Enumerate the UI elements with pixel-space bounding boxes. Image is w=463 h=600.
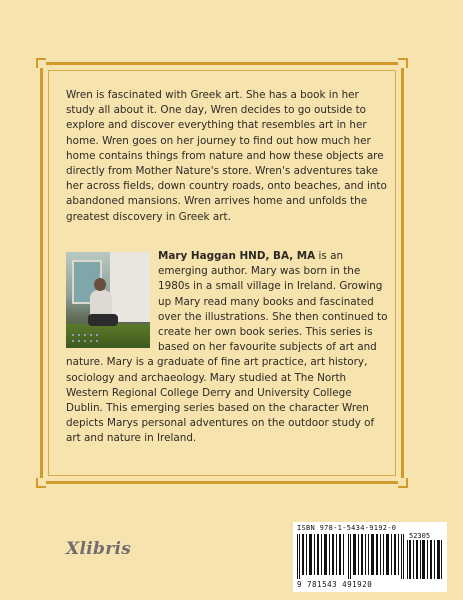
author-bio-body: is an emerging author. Mary was born in the 1980s in a small village in Ireland. Growing up Mary read many books and fascinated over the illustrations. She then continued to create her own book series. This series is based on her favourite subjects of art and nature. Mary is a graduate of fine art practice, art history, sociology and archaeology. Mary studied at The North Western Regional College Derry and University College Dublin. This emerging series based on the character Wren depicts Marys personal adventures on the outdoor study of art and nature in Ireland.: [66, 250, 388, 445]
publisher-logo: Xlibris: [66, 539, 132, 559]
price-code: 52305: [409, 532, 431, 540]
frame-corner: [36, 478, 46, 488]
author-photo: [66, 252, 150, 348]
frame-corner: [398, 58, 408, 68]
addon-barcode-bars: [407, 540, 443, 579]
author-name: Mary Haggan HND, BA, MA: [158, 250, 316, 262]
book-blurb: Wren is fascinated with Greek art. She has a book in her study all about it. One day, Wren decides to go outside to explore and discover everything that resembles art in her home. Wren goes on her journey to find out how much her home contains things from nature and how these objects are directly from Mother Nature's store. Wren's adventures take her across fields, down country roads, onto beaches, and into abandoned mansions. Wren arrives home and unfolds the greatest discovery in Greek art.: [66, 89, 387, 223]
author-bio: [66, 249, 388, 447]
isbn-label: ISBN 978-1-5434-9192-0: [297, 524, 397, 532]
frame-corner: [398, 478, 408, 488]
barcode: [293, 522, 447, 592]
barcode-number: 9 781543 491920: [297, 580, 373, 589]
frame-corner: [36, 58, 46, 68]
ean-barcode-bars: [297, 534, 405, 579]
